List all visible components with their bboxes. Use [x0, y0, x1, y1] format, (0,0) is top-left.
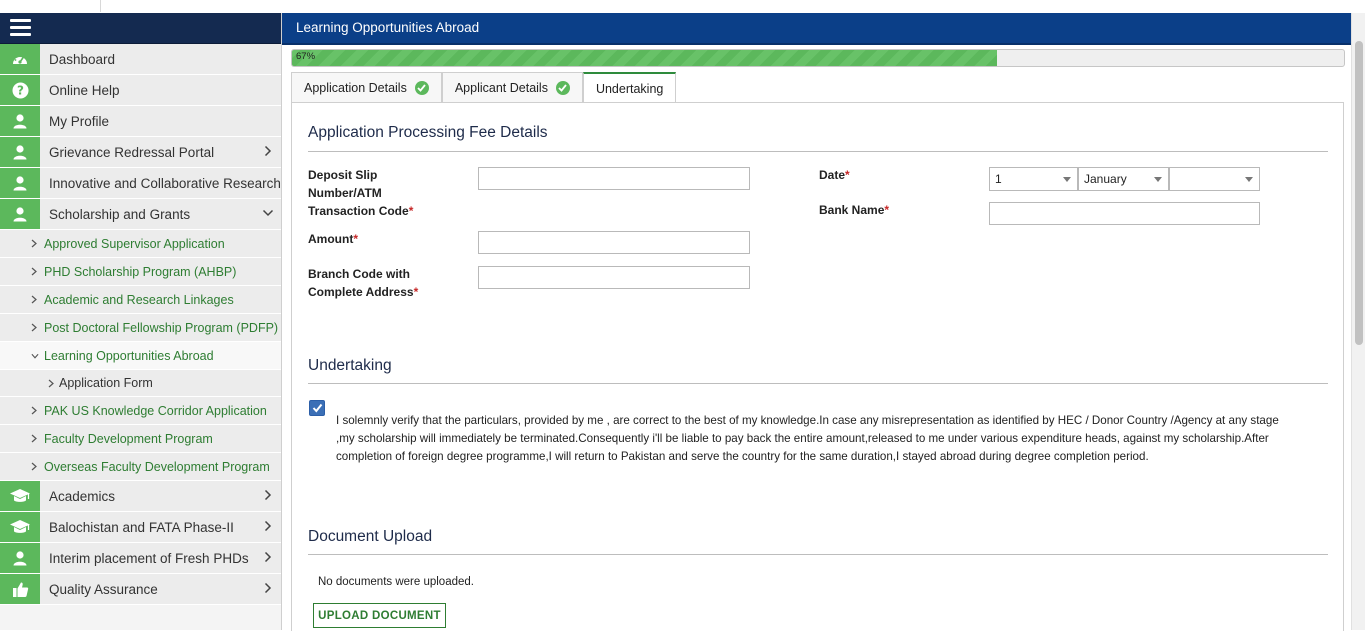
deposit-slip-label — [308, 166, 428, 220]
form-panel — [291, 102, 1344, 631]
thumbs-up-icon — [0, 574, 40, 604]
label-line: Complete Address — [308, 285, 414, 299]
tab-label: Application Details — [304, 81, 407, 95]
sidebar-subitem-pak-us[interactable] — [0, 397, 281, 425]
chevron-right-icon — [261, 488, 275, 502]
chevron-right-icon — [31, 434, 39, 443]
tab-label: Undertaking — [595, 82, 664, 96]
caret-down-icon — [1245, 177, 1253, 182]
sidebar-item-my-profile[interactable] — [0, 106, 281, 137]
sidebar-item-label: Academics — [49, 488, 116, 504]
chevron-right-icon — [261, 550, 275, 564]
user-icon — [0, 543, 40, 573]
top-divider — [100, 0, 101, 12]
date-label — [819, 166, 850, 184]
chevron-right-icon — [31, 295, 39, 304]
label-line: Amount — [308, 232, 354, 246]
checkmark-icon — [312, 403, 323, 413]
undertaking-section-title: Undertaking — [308, 357, 392, 374]
date-day-select[interactable] — [989, 167, 1078, 191]
sidebar-item-label: Quality Assurance — [49, 581, 158, 597]
sidebar-subitem-label: Faculty Development Program — [44, 431, 213, 446]
undertaking-line: completion of foreign degree programme,I will return to Pakistan and serve the country for the same duration,I stayed abroad during degree completion period. — [336, 450, 1149, 463]
user-icon — [0, 137, 40, 167]
select-value: 1 — [995, 172, 1002, 186]
label-line: Bank Name — [819, 203, 885, 217]
tab-bar — [291, 72, 676, 103]
sidebar-item-balochistan[interactable] — [0, 512, 281, 543]
no-documents-text: No documents were uploaded. — [318, 576, 474, 588]
tab-application-details[interactable] — [291, 72, 442, 103]
check-circle-icon — [415, 81, 429, 95]
required-mark: * — [413, 285, 419, 299]
dashboard-icon — [0, 44, 40, 74]
date-month-select[interactable] — [1078, 167, 1169, 191]
vertical-scrollbar[interactable] — [1351, 13, 1365, 630]
sidebar-subsubitem-application-form[interactable] — [0, 370, 281, 397]
amount-label — [308, 230, 358, 248]
scrollbar-thumb[interactable] — [1355, 41, 1363, 345]
hamburger-menu-icon[interactable] — [10, 19, 31, 37]
date-year-select[interactable] — [1169, 167, 1260, 191]
chevron-right-icon — [261, 581, 275, 595]
fee-section-title: Application Processing Fee Details — [308, 124, 548, 141]
chevron-right-icon — [31, 323, 39, 332]
sidebar-item-label: Interim placement of Fresh PHDs — [49, 550, 249, 566]
chevron-right-icon — [31, 267, 39, 276]
chevron-right-icon — [48, 379, 54, 388]
undertaking-line: I solemnly verify that the particulars, provided by me , are correct to the best of my knowledge.In case any misrepresentation as identified by HEC / Donor Country /Agency at any stage — [336, 414, 1279, 427]
chevron-right-icon — [31, 406, 39, 415]
progress-label: 67% — [296, 51, 316, 62]
label-line: Number/ATM — [308, 186, 382, 200]
label-line: Transaction Code — [308, 204, 409, 218]
sidebar-item-label: Innovative and Collaborative Research — [49, 175, 281, 191]
sidebar-subitem-approved-supervisor[interactable] — [0, 230, 281, 258]
sidebar-subitem-learning-abroad[interactable] — [0, 342, 281, 370]
user-icon — [0, 168, 40, 198]
select-value: January — [1084, 172, 1127, 186]
sidebar-item-label: Grievance Redressal Portal — [49, 144, 215, 160]
label-line: Date — [819, 168, 846, 182]
sidebar-item-academics[interactable] — [0, 481, 281, 512]
sidebar-subitem-label: Overseas Faculty Development Program — [44, 459, 270, 474]
sidebar-subsubitem-label: Application Form — [59, 376, 153, 390]
chevron-down-icon — [261, 206, 275, 220]
sidebar-item-label: Scholarship and Grants — [49, 206, 191, 222]
sidebar-item-innovative-research[interactable] — [0, 168, 281, 199]
page-title: Learning Opportunities Abroad — [296, 20, 480, 35]
chevron-right-icon — [261, 519, 275, 533]
bank-name-input[interactable] — [989, 202, 1260, 225]
tab-applicant-details[interactable] — [442, 72, 583, 103]
sidebar-subitem-post-doctoral[interactable] — [0, 314, 281, 342]
sidebar-subitem-label: PHD Scholarship Program (AHBP) — [44, 264, 237, 279]
section-divider — [308, 151, 1328, 152]
sidebar-item-online-help[interactable] — [0, 75, 281, 106]
check-circle-icon — [556, 81, 570, 95]
sidebar-subitem-label: Academic and Research Linkages — [44, 292, 234, 307]
sidebar-item-label: Online Help — [49, 82, 120, 98]
user-icon — [0, 106, 40, 136]
section-divider — [308, 554, 1328, 555]
upload-document-button[interactable]: UPLOAD DOCUMENT — [313, 603, 446, 628]
sidebar-item-label: My Profile — [49, 113, 110, 129]
required-mark: * — [353, 232, 358, 246]
graduation-cap-icon — [0, 481, 40, 511]
document-upload-title: Document Upload — [308, 528, 433, 545]
sidebar-subitem-phd-scholarship[interactable] — [0, 258, 281, 286]
chevron-right-icon — [31, 462, 39, 471]
page-header — [282, 13, 1351, 45]
sidebar-subitem-label: Learning Opportunities Abroad — [44, 348, 214, 363]
sidebar-item-interim-placement[interactable] — [0, 543, 281, 574]
required-mark: * — [884, 203, 890, 217]
undertaking-checkbox[interactable] — [309, 400, 325, 416]
tab-label: Applicant Details — [454, 81, 548, 95]
required-mark: * — [845, 168, 850, 182]
sidebar-subitem-label: Approved Supervisor Application — [44, 236, 225, 251]
sidebar-subitem-faculty-development[interactable] — [0, 425, 281, 453]
bank-name-label — [819, 201, 889, 219]
sidebar-item-label: Dashboard — [49, 51, 116, 67]
required-mark: * — [408, 204, 414, 218]
svg-text:?: ? — [16, 83, 24, 98]
sidebar-item-scholarship[interactable] — [0, 199, 281, 230]
sidebar-header — [0, 13, 281, 44]
caret-down-icon — [1063, 177, 1071, 182]
sidebar-subitem-academic-linkages[interactable] — [0, 286, 281, 314]
label-line: Branch Code with — [308, 267, 411, 281]
sidebar-subitem-overseas-faculty[interactable] — [0, 453, 281, 481]
sidebar-item-quality-assurance[interactable] — [0, 574, 281, 605]
undertaking-text — [336, 412, 1306, 466]
chevron-right-icon — [261, 144, 275, 158]
sidebar — [0, 13, 282, 630]
amount-input[interactable] — [478, 231, 750, 254]
sidebar-item-grievance[interactable] — [0, 137, 281, 168]
sidebar-item-label: Balochistan and FATA Phase-II — [49, 519, 234, 535]
chevron-right-icon — [31, 239, 39, 248]
branch-code-input[interactable] — [478, 266, 750, 289]
user-icon — [0, 199, 40, 229]
caret-down-icon — [1154, 177, 1162, 182]
top-strip — [0, 0, 1365, 14]
branch-code-label — [308, 265, 438, 301]
progress-fill — [292, 50, 997, 66]
sidebar-item-dashboard[interactable] — [0, 44, 281, 75]
help-icon — [0, 75, 40, 105]
progress-bar — [291, 49, 1345, 67]
sidebar-subitem-label: Post Doctoral Fellowship Program (PDFP) — [44, 320, 279, 335]
label-line: Deposit Slip — [308, 168, 378, 182]
undertaking-line: ,my scholarship will immediately be terminated.Consequently i'll be liable to pay back the entire amount,released to me under various expenditure heads, against my scholarship.After — [336, 432, 1269, 445]
chevron-down-icon — [31, 353, 39, 359]
tab-undertaking[interactable] — [583, 72, 676, 104]
graduation-cap-icon — [0, 512, 40, 542]
sidebar-subitem-label: PAK US Knowledge Corridor Application — [44, 403, 267, 418]
section-divider — [308, 383, 1328, 384]
deposit-slip-input[interactable] — [478, 167, 750, 190]
